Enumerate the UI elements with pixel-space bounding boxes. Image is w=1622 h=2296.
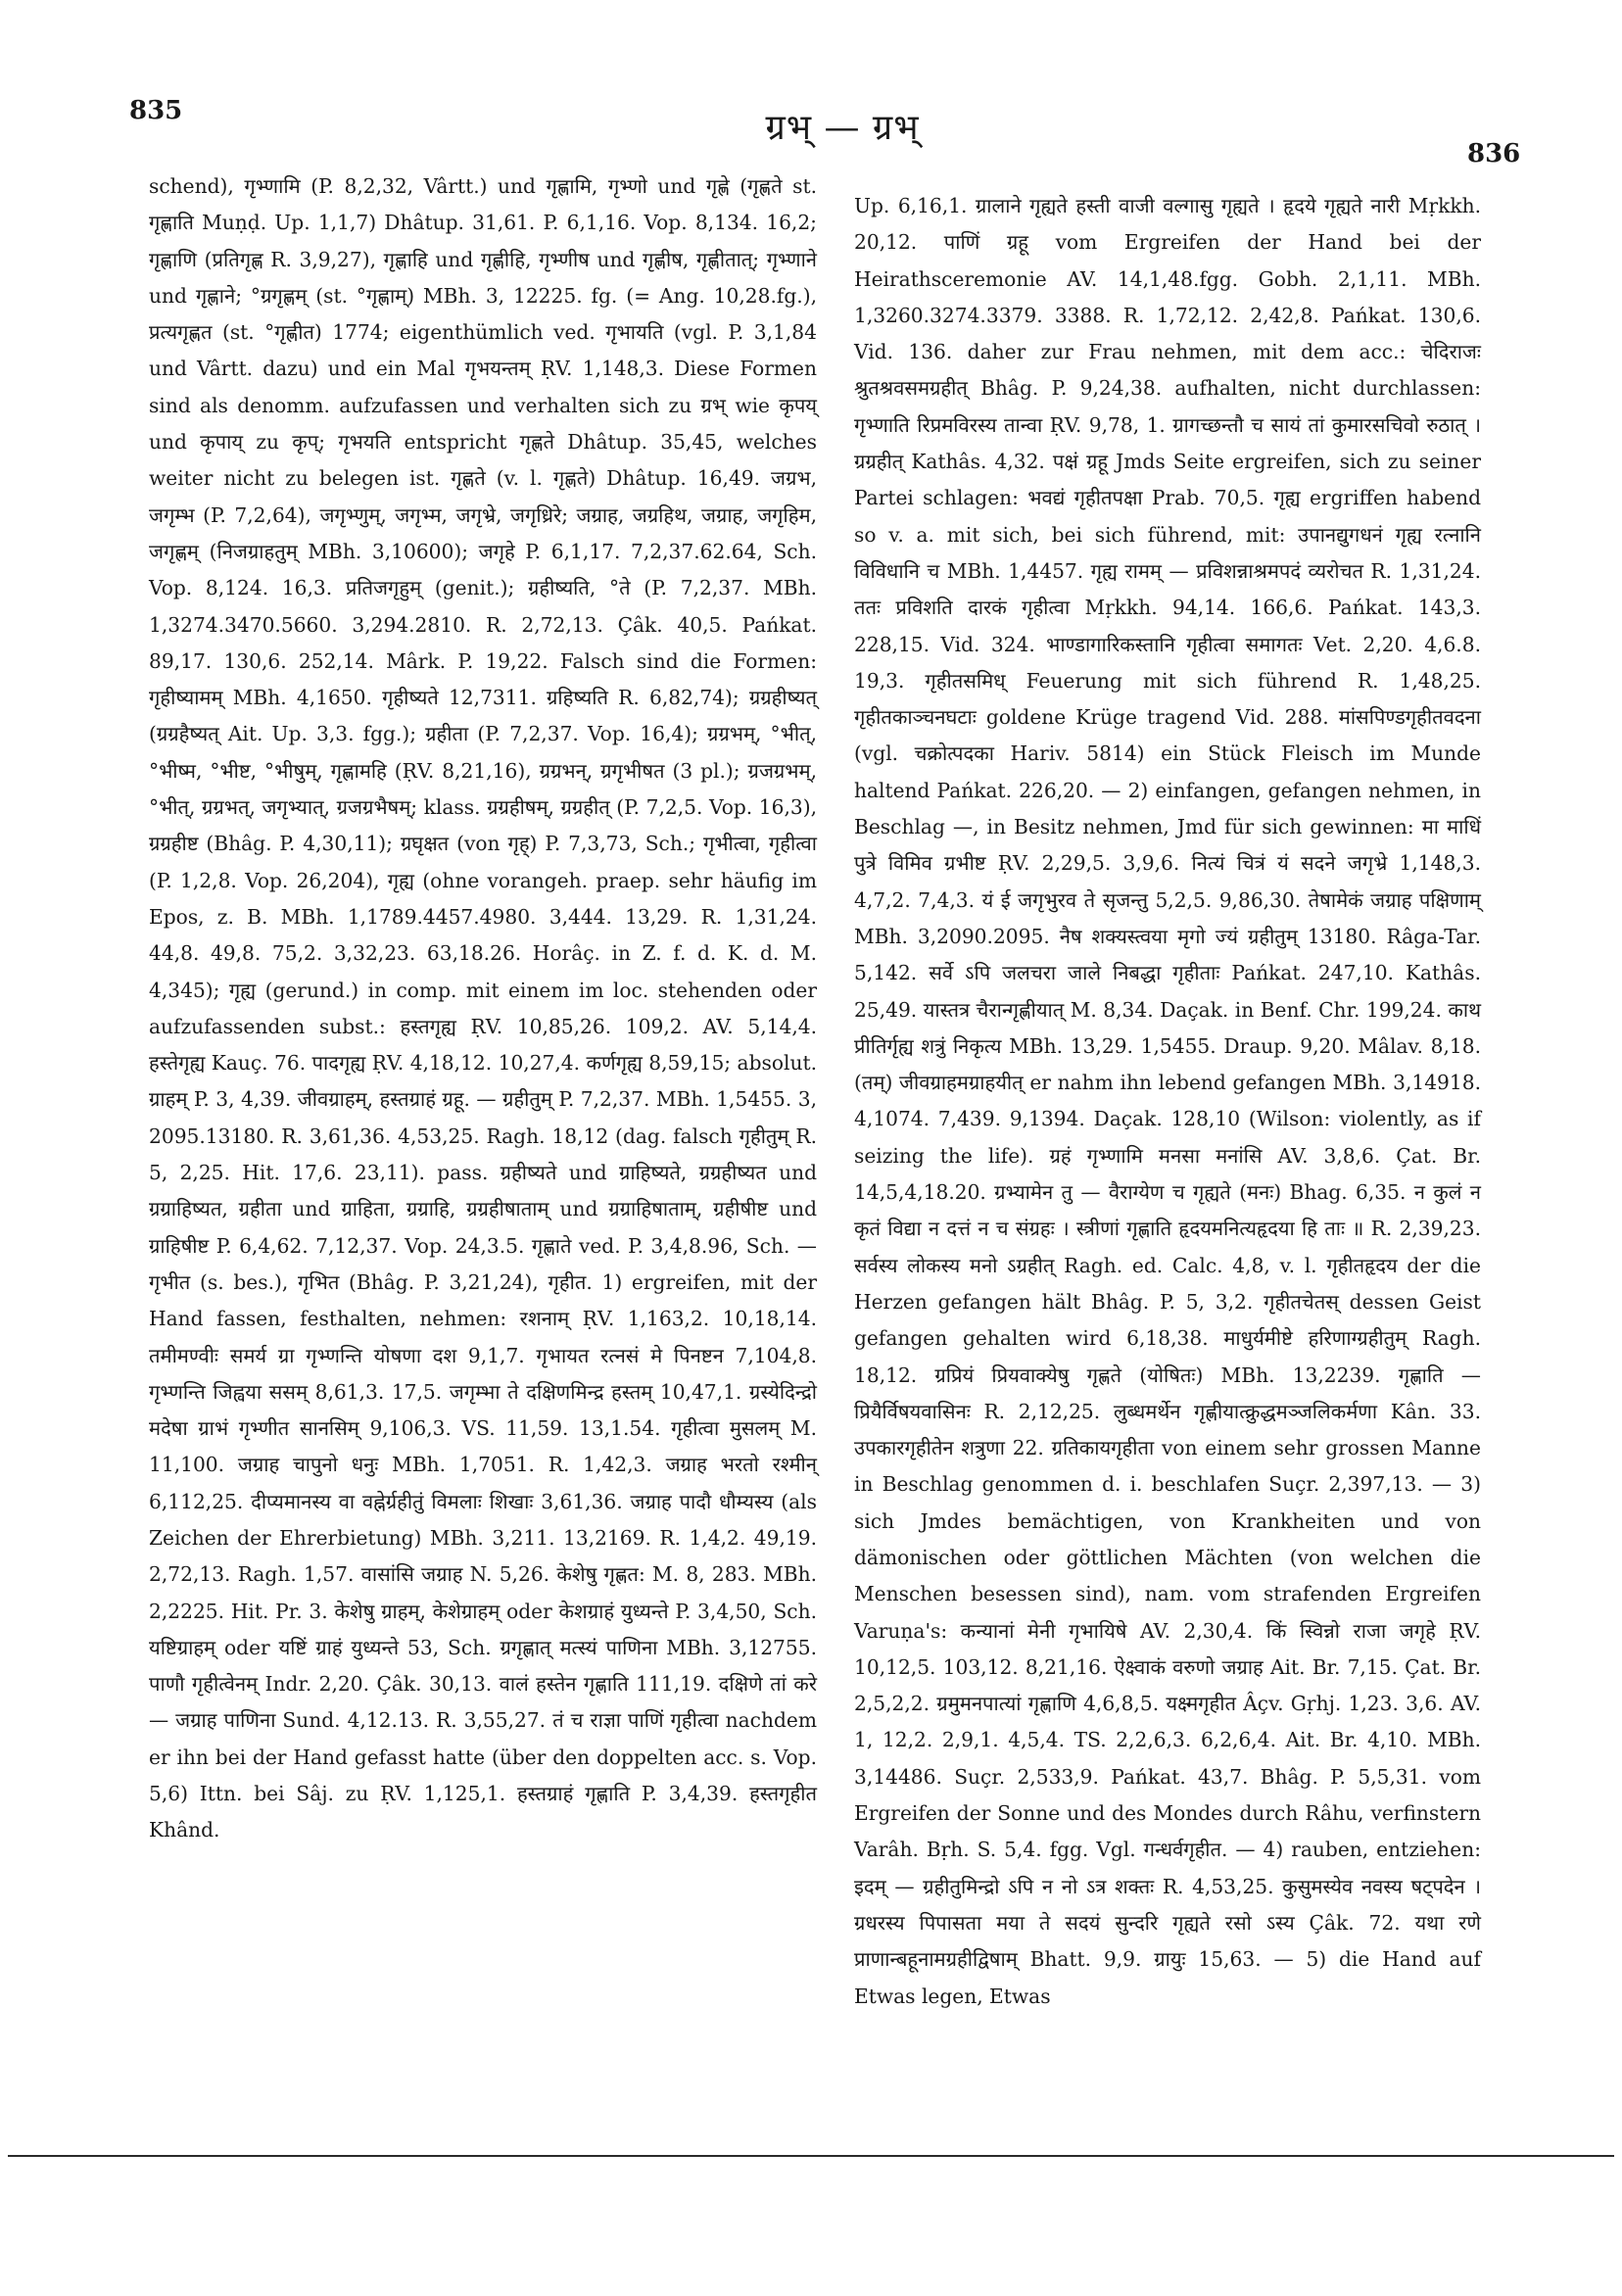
- left-page-number: 835: [129, 96, 183, 125]
- right-column: [854, 188, 1481, 2015]
- left-column: [149, 168, 817, 1849]
- right-page-number: 836: [1467, 139, 1521, 168]
- bottom-rule: [8, 2155, 1614, 2157]
- running-head: ग्रभ् — ग्रभ्: [765, 108, 920, 148]
- left-column-text: schend), गृभ्णामि (P. 8,2,32, Vârtt.) und गृह्णामि, गृभ्णो und गृह्णे (गृह्णते st. गृह्णाति Muṇḍ. Up. 1,1,7) Dhâtup. 31,61. P. 6,1,16. Vop. 8,134. 16,2; गृह्णाणि (प्रतिगृह्ण R. 3,9,27), गृह्णाहि und गृह्णीहि, गृभ्णीष und गृह्णीष, गृह्णीतात्; गृभ्णाने und गृह्णाने; °ग्रगृह्णम् (st. °गृह्णाम्) MBh. 3, 12225. fg. (= Ang. 10,28.fg.), प्रत्यगृह्णत (st. °गृह्णीत) 1774; eigenthümlich ved. गृभायति (vgl. P. 3,1,84 und Vârtt. dazu) und ein Mal गृभयन्तम् ṚV. 1,148,3. Diese Formen sind als denomm. aufzufassen und verhalten sich zu ग्रभ् wie कृपय् und कृपाय् zu कृप्; गृभयति entspricht गृह्णते Dhâtup. 35,45, welches weiter nicht zu belegen ist. गृह्णते (v. l. गृह्णते) Dhâtup. 16,49. जग्रभ, जगृम्भ (P. 7,2,64), जगृभ्णुम्, जगृभ्म, जगृभ्रे, जगृध्रिरे; जग्राह, जग्रहिथ, जग्राह, जगृहिम, जगृह्णम् (निजग्राहतुम् MBh. 3,10600); जगृहे P. 6,1,17. 7,2,37.62.64, Sch. Vop. 8,124. 16,3. प्रतिजगृहुम् (genit.); ग्रहीष्यति, °ते (P. 7,2,37. MBh. 1,3274.3470.5660. 3,294.2810. R. 2,72,13. Çâk. 40,5. Pańkat. 89,17. 130,6. 252,14. Mârk. P. 19,22. Falsch sind die Formen: गृहीष्यामम् MBh. 4,1650. गृहीष्यते 12,7311. ग्रहिष्यति R. 6,82,74); ग्रग्रहीष्यत् (ग्रग्रहैष्यत् Ait. Up. 3,3. fgg.); ग्रहीता (P. 7,2,37. Vop. 16,4); ग्रग्रभम्, °भीत्, °भीष्म, °भीष्ट, °भीषुम्, गृह्णामहि (ṚV. 8,21,16), ग्रग्रभन्, ग्रगृभीषत (3 pl.); ग्रजग्रभम्, °भीत्, ग्रग्रभत्, जगृभ्यात्, ग्रजग्रभैषम्; klass. ग्रग्रहीषम्, ग्रग्रहीत् (P. 7,2,5. Vop. 16,3), ग्रग्रहीष्ट (Bhâg. P. 4,30,11); ग्रघृक्षत (von गृह्) P. 7,3,73, Sch.; गृभीत्वा, गृहीत्वा (P. 1,2,8. Vop. 26,204), गृह्य (ohne vorangeh. praep. sehr häufig im Epos, z. B. MBh. 1,1789.4457.4980. 3,444. 13,29. R. 1,31,24. 44,8. 49,8. 75,2. 3,32,23. 63,18.26. Horâç. in Z. f. d. K. d. M. 4,345); गृह्य (gerund.) in comp. mit einem im loc. stehenden oder aufzufassenden subst.: हस्तगृह्य ṚV. 10,85,26. 109,2. AV. 5,14,4. हस्तेगृह्य Kauç. 76. पादगृह्य ṚV. 4,18,12. 10,27,4. कर्णगृह्य 8,59,15; absolut. ग्राहम् P. 3, 4,39. जीवग्राहम्, हस्तग्राहं ग्रहू. — ग्रहीतुम् P. 7,2,37. MBh. 1,5455. 3, 2095.13180. R. 3,61,36. 4,53,25. Ragh. 18,12 (dag. falsch गृहीतुम् R. 5, 2,25. Hit. 17,6. 23,11). pass. ग्रहीष्यते und ग्राहिष्यते, ग्रग्रहीष्यत und ग्रग्राहिष्यत, ग्रहीता und ग्राहिता, ग्रग्राहि, ग्रग्रहीषाताम् und ग्रग्राहिषाताम्, ग्रहीषीष्ट und ग्राहिषीष्ट P. 6,4,62. 7,12,37. Vop. 24,3.5. गृह्णाते ved. P. 3,4,8.96, Sch. — गृभीत (s. bes.), गृभित (Bhâg. P. 3,21,24), गृहीत. 1) ergreifen, mit der Hand fassen, festhalten, nehmen: रशनाम् ṚV. 1,163,2. 10,18,14. तमीमण्वीः समर्य ग्रा गृभ्णन्ति योषणा दश 9,1,7. गृभायत रत्नसं मे पिनष्टन 7,104,8. गृभ्णन्ति जिह्वया ससम् 8,61,3. 17,5. जगृम्भा ते दक्षिणमिन्द्र हस्तम् 10,47,1. ग्रस्येदिन्द्रो मदेषा ग्राभं गृभ्णीत सानसिम् 9,106,3. VS. 11,59. 13,1.54. गृहीत्वा मुसलम् M. 11,100. जग्राह चापुनो धनुः MBh. 1,7051. R. 1,42,3. जग्राह भरतो रश्मीन् 6,112,25. दीप्यमानस्य वा वह्नेर्ग्रहीतुं विमलाः शिखाः 3,61,36. जग्राह पादौ धौम्यस्य (als Zeichen der Ehrerbietung) MBh. 3,211. 13,2169. R. 1,4,2. 49,19. 2,72,13. Ragh. 1,57. वासांसि जग्राह N. 5,26. केशेषु गृह्णत: M. 8, 283. MBh. 2,2225. Hit. Pr. 3. केशेषु ग्राहम्, केशेग्राहम् oder केशग्राहं युध्यन्ते P. 3,4,50, Sch. यष्टिग्राहम् oder यष्टिं ग्राहं युध्यन्ते 53, Sch. ग्रगृह्णात् मत्स्यं पाणिना MBh. 3,12755. पाणौ गृहीत्वेनम् Indr. 2,20. Çâk. 30,13. वालं हस्तेन गृह्णाति 111,19. दक्षिणे तां करे — जग्राह पाणिना Sund. 4,12.13. R. 3,55,27. तं च राज्ञा पाणिं गृहीत्वा nachdem er ihn bei der Hand gefasst hatte (über den doppelten acc. s. Vop. 5,6) Ittn. bei Sâj. zu ṚV. 1,125,1. हस्तग्राहं गृह्णाति P. 3,4,39. हस्तगृहीत Khând.: [149, 174, 817, 1842]
- right-column-text: Up. 6,16,1. ग्रालाने गृह्यते हस्ती वाजी वल्गासु गृह्यते । हृदये गृह्यते नारी Mṛkkh. 20,12. पाणिं ग्रहू vom Ergreifen der Hand bei der Heirathsceremonie AV. 14,1,48.fgg. Gobh. 2,1,11. MBh. 1,3260.3274.3379. 3388. R. 1,72,12. 2,42,8. Pańkat. 130,6. Vid. 136. daher zur Frau nehmen, mit dem acc.: चेदिराजः श्रुतश्रवसमग्रहीत् Bhâg. P. 9,24,38. aufhalten, nicht durchlassen: गृभ्णाति रिप्रमविरस्य तान्वा ṚV. 9,78, 1. ग्रागच्छन्तौ च सायं तां कुमारसचिवो रुठात् । ग्रग्रहीत् Kathâs. 4,32. पक्षं ग्रहू Jmds Seite ergreifen, sich zu seiner Partei schlagen: भवद्यं गृहीतपक्षा Prab. 70,5. गृह्य ergriffen habend so v. a. mit sich, bei sich führend, mit: उपानद्युगधनं गृह्य रत्नानि विविधानि च MBh. 1,4457. गृह्य रामम् — प्रविशन्नाश्रमपदं व्यरोचत R. 1,31,24. ततः प्रविशति दारकं गृहीत्वा Mṛkkh. 94,14. 166,6. Pańkat. 143,3. 228,15. Vid. 324. भाण्डागारिकस्तानि गृहीत्वा समागतः Vet. 2,20. 4,6.8. 19,3. गृहीतसमिध् Feuerung mit sich führend R. 1,48,25. गृहीतकाञ्चनघटाः goldene Krüge tragend Vid. 288. मांसपिण्डगृहीतवदना (vgl. चक्रोत्पदका Hariv. 5814) ein Stück Fleisch im Munde haltend Pańkat. 226,20. — 2) einfangen, gefangen nehmen, in Beschlag —, in Besitz nehmen, Jmd für sich gewinnen: मा माधिं पुत्रे विमिव ग्रभीष्ट ṚV. 2,29,5. 3,9,6. नित्यं चित्रं यं सदने जगृभ्रे 1,148,3. 4,7,2. 7,4,3. यं ई जगृभुरव ते सृजन्तु 5,2,5. 9,86,30. तेषामेकं जग्राह पक्षिणाम् MBh. 3,2090.2095. नैष शक्यस्त्वया मृगो ज्यं ग्रहीतुम् 13180. Râga-Tar. 5,142. सर्वे ऽपि जलचरा जाले निबद्धा गृहीताः Pańkat. 247,10. Kathâs. 25,49. यास्तत्र चैरान्गृह्णीयात् M. 8,34. Daçak. in Benf. Chr. 199,24. काथ प्रीतिर्गृह्य शत्रुं निकृत्य MBh. 13,29. 1,5455. Draup. 9,20. Mâlav. 8,18. (तम्) जीवग्राहमग्राहयीत् er nahm ihn lebend gefangen MBh. 3,14918. 4,1074. 7,439. 9,1394. Daçak. 128,10 (Wilson: violently, as if seizing the life). ग्रहं गृभ्णामि मनसा मनांसि AV. 3,8,6. Çat. Br. 14,5,4,18.20. ग्रभ्यामेन तु — वैराग्येण च गृह्यते (मनः) Bhag. 6,35. न कुलं न कृतं विद्या न दत्तं न च संग्रहः । स्त्रीणां गृह्णाति हृदयमनित्यहृदया हि ताः ॥ R. 2,39,23. सर्वस्य लोकस्य मनो ऽग्रहीत् Ragh. ed. Calc. 4,8, v. l. गृहीतहृदय der die Herzen gefangen hält Bhâg. P. 5, 3,2. गृहीतचेतस् dessen Geist gefangen gehalten wird 6,18,38. माधुर्यमीष्टे हरिणाग्ग्रहीतुम् Ragh. 18,12. ग्रप्रियं प्रियवाक्येषु गृह्णते (योषितः) MBh. 13,2239. गृह्णाति — प्रियैर्विषयवासिनः R. 2,12,25. लुब्धमर्थेन गृह्णीयात्क्रुद्धमञ्जलिकर्मणा Kân. 33. उपकारगृहीतेन शत्रुणा 22. ग्रतिकायगृहीता von einem sehr grossen Manne in Beschlag genommen d. i. beschlafen Suçr. 2,397,13. — 3) sich Jmdes bemächtigen, von Krankheiten und von dämonischen oder göttlichen Mächten (von welchen die Menschen besessen sind), nam. vom strafenden Ergreifen Varuṇa's: कन्यानां मेनी गृभायिषे AV. 2,30,4. किं स्विन्नो राजा जगृहे ṚV. 10,12,5. 103,12. 8,21,16. ऐक्ष्वाकं वरुणो जग्राह Ait. Br. 7,15. Çat. Br. 2,5,2,2. ग्रमुमनपात्यां गृह्णाणि 4,6,8,5. यक्ष्मगृहीत Âçv. Gṛhj. 1,23. 3,6. AV. 1, 12,2. 2,9,1. 4,5,4. TS. 2,2,6,3. 6,2,6,4. Ait. Br. 4,10. MBh. 3,14486. Suçr. 2,533,9. Pańkat. 43,7. Bhâg. P. 5,5,31. vom Ergreifen der Sonne und des Mondes durch Râhu, verfinstern Varâh. Bṛh. S. 5,4. fgg. Vgl. गन्धर्वगृहीत. — 4) rauben, entziehen: इदम् — ग्रहीतुमिन्द्रो ऽपि न नो ऽत्र शक्तः R. 4,53,25. कुसुमस्येव नवस्य षट्पदेन । ग्रधरस्य पिपासता मया ते सदयं सुन्दरि गृह्यते रसो ऽस्य Çâk. 72. यथा रणे प्राणान्बहूनामग्रहीद्विषाम् Bhatt. 9,9. ग्रायुः 15,63. — 5) die Hand auf Etwas legen, Etwas: [854, 194, 1481, 2008]
